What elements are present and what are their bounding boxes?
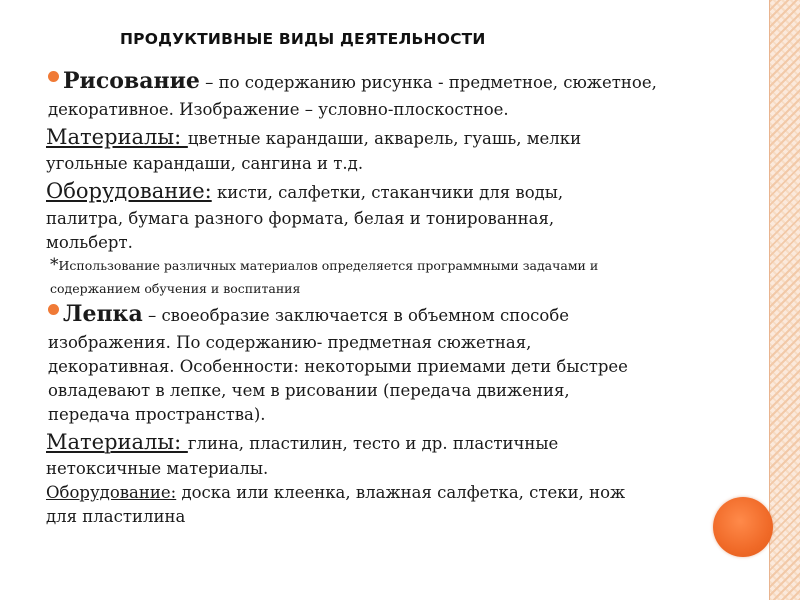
lepka-paragraph: [48, 299, 758, 427]
equipment2-text1: доска или клеенка, влажная салфетка, стеки, нож: [176, 482, 626, 502]
lepka-line5: передача пространства).: [48, 404, 266, 424]
note-text2: содержанием обучения и воспитания: [50, 281, 301, 297]
risovanie-line2: декоративное. Изображение – условно-плоскостное.: [48, 99, 509, 119]
materials2-label: Материалы:: [46, 429, 188, 454]
lepka-line4: овладевают в лепке, чем в рисовании (передача движения,: [48, 380, 570, 400]
bullet-icon: [48, 71, 59, 82]
slide-title: ПРОДУКТИВНЫЕ ВИДЫ ДЕЯТЕЛЬНОСТИ: [120, 30, 486, 48]
lepka-line3: декоративная. Особенности: некоторыми приемами дети быстрее: [48, 356, 628, 376]
lepka-line2: изображения. По содержанию- предметная сюжетная,: [48, 332, 532, 352]
note-paragraph: [50, 254, 758, 299]
equipment1-text3: мольберт.: [46, 232, 133, 252]
slide-content: [46, 66, 758, 529]
risovanie-line1: – по содержанию рисунка - предметное, сюжетное,: [199, 73, 657, 92]
equipment2-paragraph: [46, 481, 758, 529]
risovanie-paragraph: [48, 66, 758, 122]
note-star: *: [50, 255, 59, 276]
note-text1: Использование различных материалов определяется программными задачами и: [58, 258, 599, 274]
materials1-paragraph: [46, 122, 758, 176]
materials2-paragraph: [46, 427, 758, 481]
materials2-text1: глина, пластилин, тесто и др. пластичные: [187, 433, 559, 453]
equipment1-text2: палитра, бумага разного формата, белая и тонированная,: [46, 208, 555, 228]
lepka-line1: – своеобразие заключается в объемном способе: [142, 305, 570, 325]
bullet-icon: [48, 304, 59, 315]
equipment1-paragraph: [46, 176, 758, 254]
equipment1-label: Оборудование:: [46, 179, 212, 204]
materials1-label: Материалы:: [46, 124, 188, 149]
materials2-text2: нетоксичные материалы.: [46, 459, 269, 478]
equipment1-text1: кисти, салфетки, стаканчики для воды,: [211, 183, 564, 203]
equipment2-label: Оборудование:: [46, 482, 177, 502]
materials1-text1: цветные карандаши, акварель, гуашь, мелки: [187, 128, 582, 148]
risovanie-heading: Рисование: [63, 68, 200, 94]
decorative-circle: [713, 497, 773, 557]
slide-border-pattern: [769, 0, 800, 600]
lepka-heading: Лепка: [63, 300, 143, 327]
equipment2-text2: для пластилина: [46, 506, 186, 526]
materials1-text2: угольные карандаши, сангина и т.д.: [46, 154, 364, 174]
